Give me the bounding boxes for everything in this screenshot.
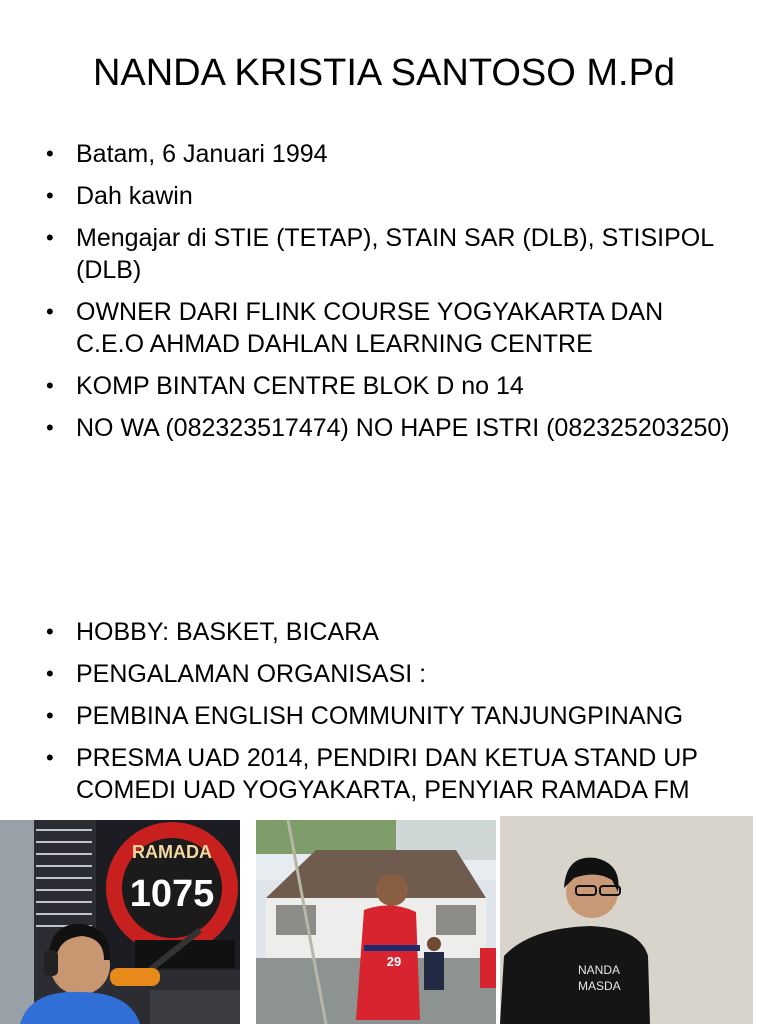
slide-title: NANDA KRISTIA SANTOSO M.Pd [92,52,676,94]
shirt-text-line2: MASDA [578,979,621,993]
list-item: • Batam, 6 Januari 1994 [46,138,736,170]
list-item: • NO WA (082323517474) NO HAPE ISTRI (082325203250) [46,412,736,444]
list-item: • PRESMA UAD 2014, PENDIRI DAN KETUA STAND UP COMEDI UAD YOGYAKARTA, PENYIAR RAMADA FM [46,742,736,806]
bio-list [46,138,736,454]
radio-studio-photo [0,820,240,1024]
shirt-text-line1: NANDA [578,963,621,977]
list-item: • KOMP BINTAN CENTRE BLOK D no 14 [46,370,736,402]
list-item: • PENGALAMAN ORGANISASI : [46,658,736,690]
radio-sign-frequency: 1075 [129,873,215,915]
jersey-number: 29 [386,954,402,969]
basketball-photo [256,820,496,1024]
list-item: • OWNER DARI FLINK COURSE YOGYAKARTA DAN C.E.O AHMAD DAHLAN LEARNING CENTRE [46,296,736,360]
portrait-photo [500,816,753,1024]
radio-sign-name: RAMADA [132,842,212,862]
list-item: • Dah kawin [46,180,736,212]
list-item: • Mengajar di STIE (TETAP), STAIN SAR (DLB), STISIPOL (DLB) [46,222,736,286]
list-item: • HOBBY: BASKET, BICARA [46,616,736,648]
list-item: • PEMBINA ENGLISH COMMUNITY TANJUNGPINANG [46,700,736,732]
hobby-organization-list [46,616,736,806]
